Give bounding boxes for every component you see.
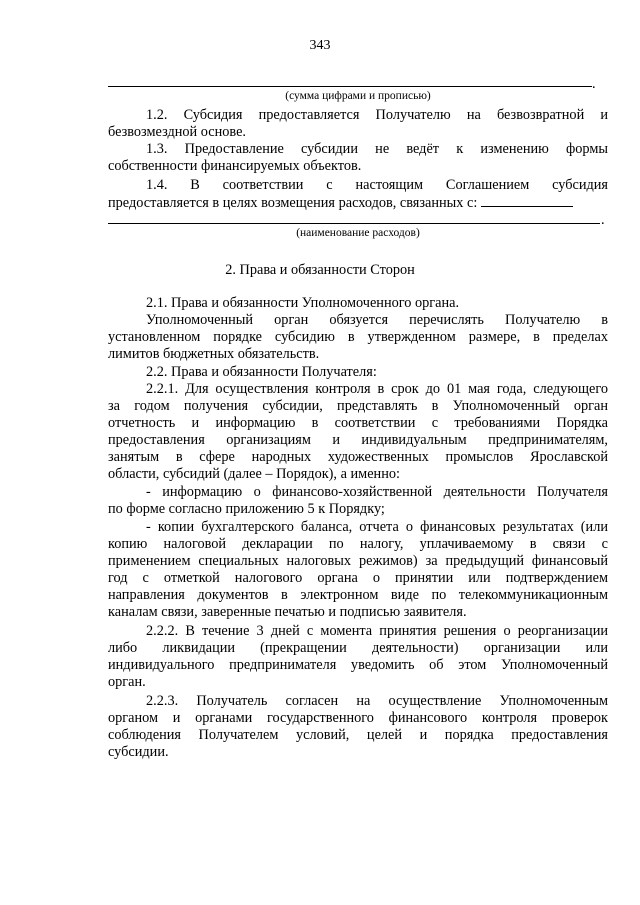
- paragraph-line: отчетность и информацию в соответствии с требованиями Порядка: [108, 415, 608, 431]
- paragraph-line: 1.4. В соответствии с настоящим Соглашением субсидия: [146, 177, 608, 193]
- section-title: 2. Права и обязанности Сторон: [225, 262, 415, 278]
- paragraph-line: - информацию о финансово-хозяйственной деятельности Получателя: [146, 484, 608, 500]
- paragraph-line: - копии бухгалтерского баланса, отчета о финансовых результатах (или: [146, 519, 608, 535]
- paragraph-line: собственности финансируемых объектов.: [108, 158, 362, 174]
- paragraph-line: лимитов бюджетных обязательств.: [108, 346, 320, 362]
- paragraph-line: установленном порядке субсидию в утвержденном размере, в пределах: [108, 329, 608, 345]
- paragraph-line: по форме согласно приложению 5 к Порядку;: [108, 501, 385, 517]
- expenses-blank-field: [481, 194, 573, 207]
- sum-caption: (сумма цифрами и прописью): [285, 90, 431, 102]
- page-number: 343: [309, 38, 331, 53]
- paragraph-line: 2.2.3. Получатель согласен на осуществление Уполномоченным: [146, 693, 608, 709]
- paragraph-line: безвозмездной основе.: [108, 124, 246, 140]
- expenses-caption: (наименование расходов): [296, 227, 420, 239]
- paragraph-line: 2.2.2. В течение 3 дней с момента принятия решения о реорганизации: [146, 623, 608, 639]
- paragraph-line: 2.2.1. Для осуществления контроля в срок до 01 мая года, следующего: [146, 381, 608, 397]
- paragraph-line: 1.3. Предоставление субсидии не ведёт к изменению формы: [146, 141, 608, 157]
- sum-blank-period: .: [592, 76, 596, 92]
- paragraph-line: копию налоговой декларации по налогу, уплачиваемому в связи с: [108, 536, 608, 552]
- paragraph-line: занятым в сфере народных художественных промыслов Ярославской: [108, 449, 608, 465]
- paragraph-line: предоставления организациям и индивидуальным предпринимателям,: [108, 432, 608, 448]
- paragraph-line: органом и органами государственного финансового контроля проверок: [108, 710, 608, 726]
- paragraph-line: субсидии.: [108, 744, 169, 760]
- paragraph-line: соблюдения Получателем условий, целей и порядка предоставления: [108, 727, 608, 743]
- paragraph-line: каналам связи, заверенные печатью и подписью заявителя.: [108, 604, 467, 620]
- paragraph-line: 2.1. Права и обязанности Уполномоченного органа.: [146, 295, 460, 311]
- paragraph-line: [108, 194, 573, 212]
- sum-blank-line: [108, 86, 592, 87]
- paragraph-line: области, субсидий (далее – Порядок), а именно:: [108, 466, 400, 482]
- paragraph-line: за годом получения субсидии, представлять в Уполномоченный орган: [108, 398, 608, 414]
- expenses-blank-period: .: [601, 212, 605, 228]
- paragraph-line: применением специальных налоговых режимов) за предыдущий финансовый: [108, 553, 608, 569]
- paragraph-line: индивидуального предпринимателя уведомить об этом Уполномоченный: [108, 657, 608, 673]
- expenses-blank-line: [108, 223, 600, 224]
- paragraph-line: 2.2. Права и обязанности Получателя:: [146, 364, 377, 380]
- paragraph-text: предоставляется в целях возмещения расходов, связанных с:: [108, 195, 478, 211]
- paragraph-line: Уполномоченный орган обязуется перечислять Получателю в: [146, 312, 608, 328]
- paragraph-line: либо ликвидации (прекращении деятельности) организации или: [108, 640, 608, 656]
- paragraph-line: год с отметкой налогового органа о принятии или подтверждением: [108, 570, 608, 586]
- paragraph-line: направления документов в электронном виде по телекоммуникационным: [108, 587, 608, 603]
- paragraph-line: орган.: [108, 674, 146, 690]
- paragraph-line: 1.2. Субсидия предоставляется Получателю на безвозвратной и: [146, 107, 608, 123]
